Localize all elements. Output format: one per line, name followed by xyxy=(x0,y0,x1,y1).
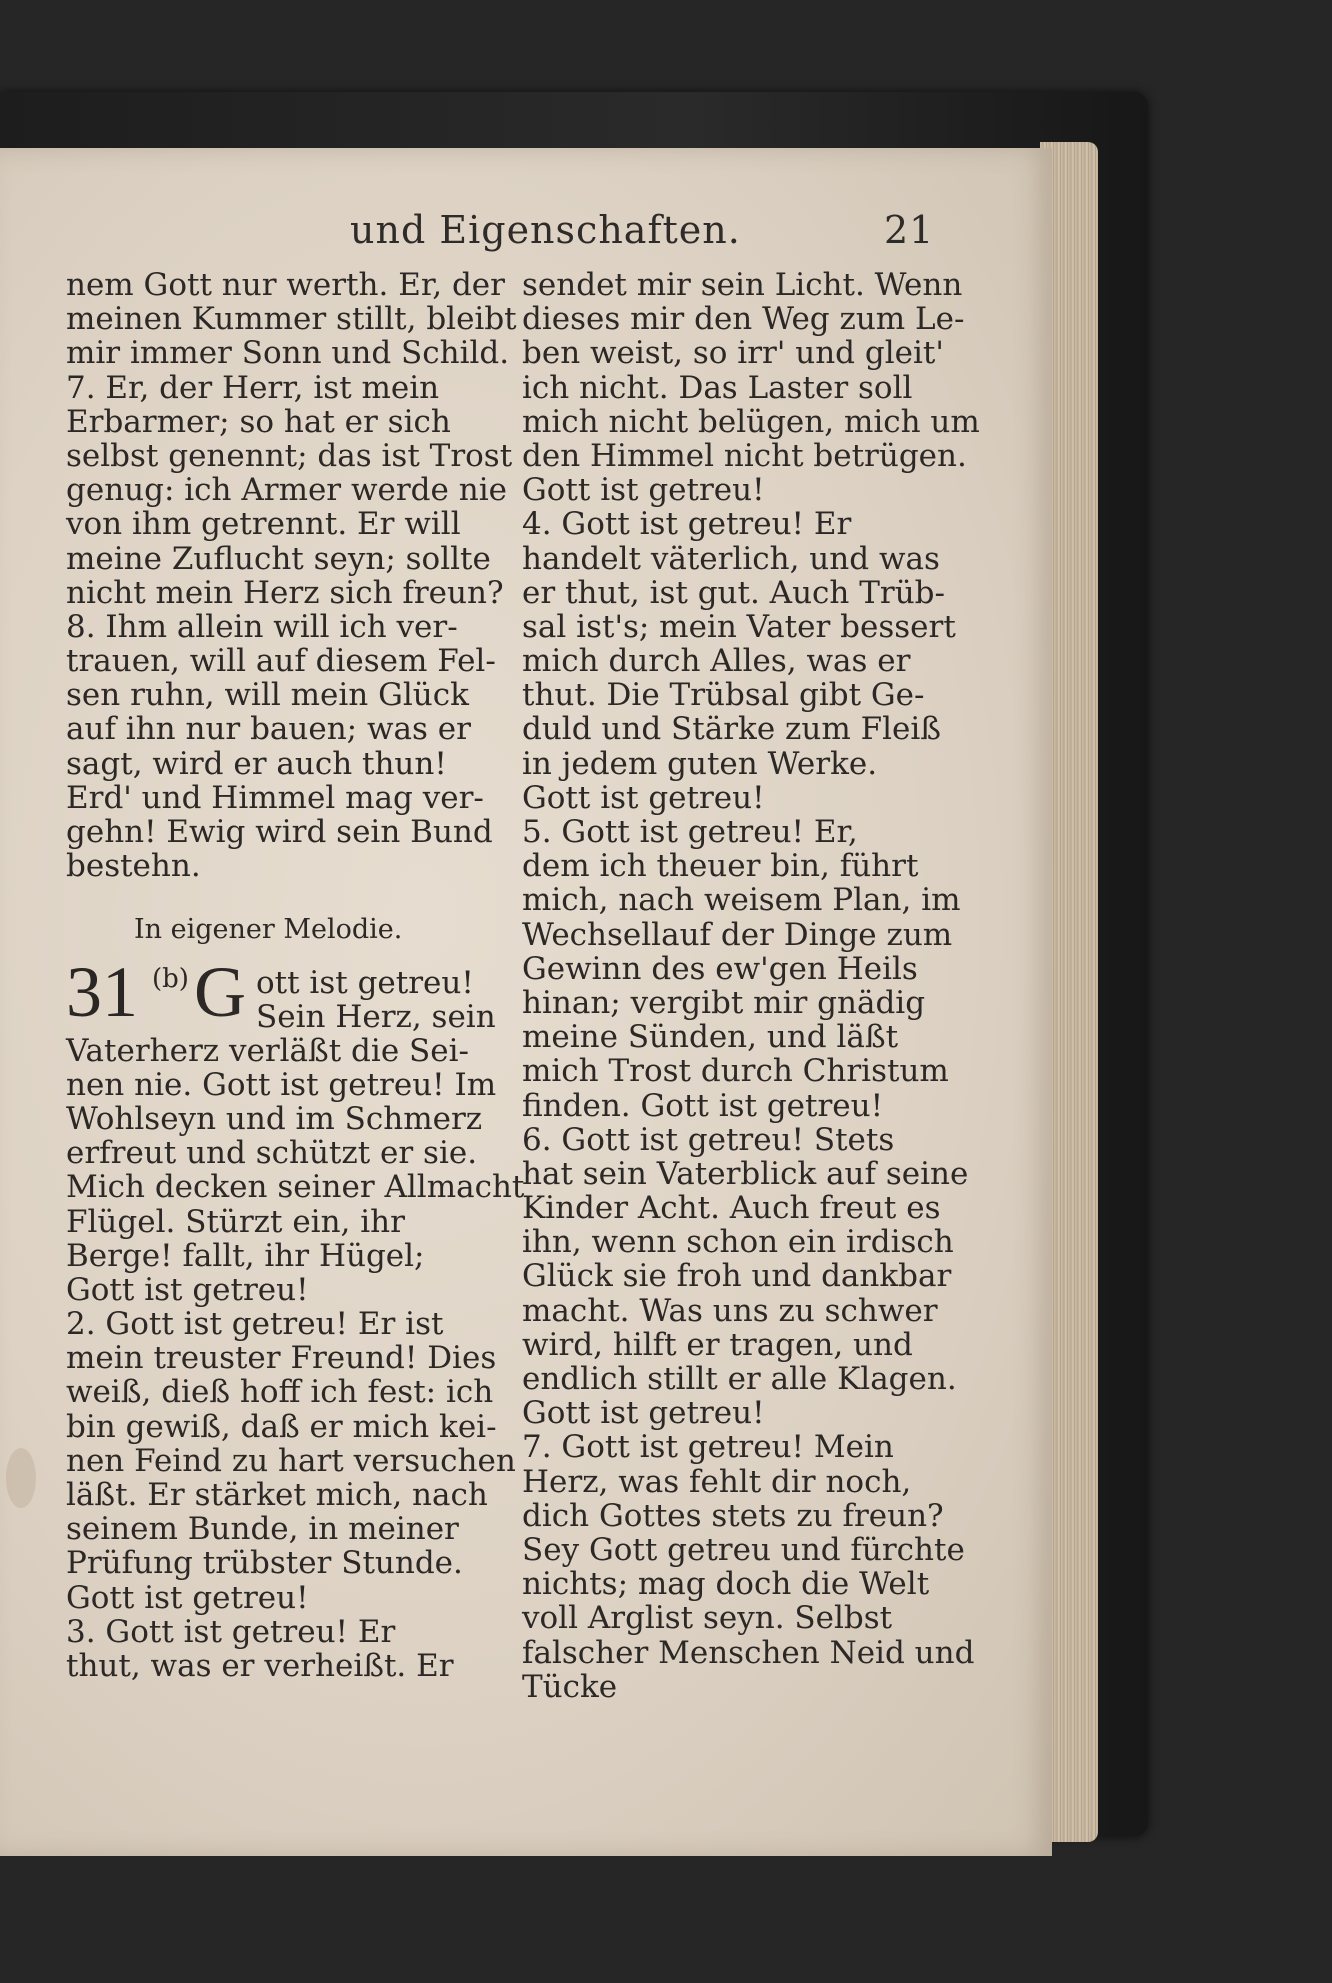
left-column xyxy=(66,267,525,1684)
text-line: hat sein Vaterblick auf seine xyxy=(522,1155,969,1192)
text-line: Kinder Acht. Auch freut es xyxy=(522,1190,941,1227)
hymn-heading xyxy=(66,951,496,1035)
melody-label: In eigener Melodie. xyxy=(134,914,403,946)
text-line: Glück sie froh und dankbar xyxy=(522,1258,952,1295)
text-line: Herz, was fehlt dir noch, xyxy=(522,1463,912,1500)
text-line: seinem Bunde, in meiner xyxy=(66,1511,459,1548)
text-line: genug: ich Armer werde nie xyxy=(66,472,507,509)
text-line: voll Arglist seyn. Selbst xyxy=(522,1600,893,1637)
text-line: 2. Gott ist getreu! Er ist xyxy=(66,1306,444,1343)
text-line: mir immer Sonn und Schild. xyxy=(66,335,510,372)
text-line: sendet mir sein Licht. Wenn xyxy=(522,267,963,303)
text-line: thut. Die Trübsal gibt Ge- xyxy=(522,677,925,714)
text-line: meine Zuflucht seyn; sollte xyxy=(66,540,491,577)
text-line: Gott ist getreu! xyxy=(522,1395,765,1432)
page-header xyxy=(0,208,1052,258)
text-line: in jedem guten Werke. xyxy=(522,745,878,782)
text-line: Berge! fallt, ihr Hügel; xyxy=(66,1237,425,1274)
running-title: und Eigenschaften. xyxy=(350,208,741,252)
text-line: auf ihn nur bauen; was er xyxy=(66,711,471,748)
text-line: ihn, wenn schon ein irdisch xyxy=(522,1224,954,1261)
book-page xyxy=(0,148,1052,1856)
text-line: Mich decken seiner Allmacht xyxy=(66,1169,525,1206)
text-line: 3. Gott ist getreu! Er xyxy=(66,1613,396,1650)
text-line: mich nicht belügen, mich um xyxy=(522,403,980,440)
text-line: nen nie. Gott ist getreu! Im xyxy=(66,1066,497,1103)
text-line: endlich stillt er alle Klagen. xyxy=(522,1361,957,1397)
right-column xyxy=(522,267,980,1705)
text-line: nichts; mag doch die Welt xyxy=(522,1566,930,1603)
text-line: 7. Er, der Herr, ist mein xyxy=(66,369,440,406)
right-text-block xyxy=(522,267,980,1705)
text-line: thut, was er verheißt. Er xyxy=(66,1647,454,1684)
text-line: erfreut und schützt er sie. xyxy=(66,1135,478,1172)
text-line: Gott ist getreu! xyxy=(66,1579,309,1616)
text-line: sen ruhn, will mein Glück xyxy=(66,677,469,714)
text-line: Flügel. Stürzt ein, ihr xyxy=(66,1203,405,1240)
text-line: läßt. Er stärket mich, nach xyxy=(66,1477,488,1514)
text-line: wird, hilft er tragen, und xyxy=(522,1326,913,1363)
text-line: Wohlseyn und im Schmerz xyxy=(66,1100,483,1137)
text-line: nem Gott nur werth. Er, der xyxy=(66,267,505,303)
text-line: finden. Gott ist getreu! xyxy=(522,1087,884,1124)
text-line: Vaterherz verläßt die Sei- xyxy=(66,1032,469,1069)
text-line: duld und Stärke zum Fleiß xyxy=(522,711,941,748)
text-line: ben weist, so irr' und gleit' xyxy=(522,335,944,372)
text-line: Gott ist getreu! xyxy=(522,472,765,509)
text-line: 4. Gott ist getreu! Er xyxy=(522,506,852,543)
text-line: 7. Gott ist getreu! Mein xyxy=(522,1429,894,1466)
text-line: meine Sünden, und läßt xyxy=(522,1019,899,1056)
text-line: Wechsellauf der Dinge zum xyxy=(522,916,953,953)
text-line: weiß, dieß hoff ich fest: ich xyxy=(66,1374,494,1411)
text-line: mich Trost durch Christum xyxy=(522,1053,949,1090)
text-line: Tücke xyxy=(522,1668,618,1705)
page-number: 21 xyxy=(884,208,935,252)
text-line: gehn! Ewig wird sein Bund xyxy=(66,814,493,850)
text-line: nicht mein Herz sich freun? xyxy=(66,574,504,611)
text-line: sagt, wird er auch thun! xyxy=(66,745,447,782)
stain xyxy=(6,1448,36,1508)
text-line: Prüfung trübster Stunde. xyxy=(66,1545,463,1582)
text-line: dich Gottes stets zu freun? xyxy=(522,1497,944,1534)
text-line: hinan; vergibt mir gnädig xyxy=(522,984,926,1021)
text-line: er thut, ist gut. Auch Trüb- xyxy=(522,574,945,611)
hymn-variant: (b) xyxy=(152,963,189,994)
text-line: nen Feind zu hart versuchen xyxy=(66,1442,516,1479)
hymn-number: 31 xyxy=(66,951,138,1032)
text-line: sal ist's; mein Vater bessert xyxy=(522,608,956,645)
text-line: den Himmel nicht betrügen. xyxy=(522,437,967,474)
text-line: trauen, will auf diesem Fel- xyxy=(66,643,496,680)
text-line: von ihm getrennt. Er will xyxy=(66,506,461,543)
text-line: bestehn. xyxy=(66,848,201,885)
text-line: ich nicht. Das Laster soll xyxy=(522,369,913,406)
text-line: mich durch Alles, was er xyxy=(522,643,911,680)
text-line: mein treuster Freund! Dies xyxy=(66,1340,497,1377)
text-line: dem ich theuer bin, führt xyxy=(522,848,919,885)
text-line: bin gewiß, daß er mich kei- xyxy=(66,1408,497,1445)
left-text-block-2 xyxy=(66,1032,525,1684)
text-line: Erbarmer; so hat er sich xyxy=(66,403,451,440)
text-line: 6. Gott ist getreu! Stets xyxy=(522,1121,895,1158)
hymn-first-line: ott ist getreu! xyxy=(256,964,474,1001)
left-text-block xyxy=(66,267,517,885)
text-line: selbst genennt; das ist Trost xyxy=(66,437,513,474)
drop-capital: G xyxy=(194,951,246,1032)
text-line: dieses mir den Weg zum Le- xyxy=(522,301,965,338)
text-line: Gott ist getreu! xyxy=(522,779,765,816)
text-line: meinen Kummer stillt, bleibt xyxy=(66,301,517,338)
text-line: Sey Gott getreu und fürchte xyxy=(522,1531,965,1568)
text-line: Erd' und Himmel mag ver- xyxy=(66,779,484,816)
text-line: mich, nach weisem Plan, im xyxy=(522,882,961,919)
text-line: 5. Gott ist getreu! Er, xyxy=(522,814,858,850)
hymn-second-line: Sein Herz, sein xyxy=(256,998,496,1035)
text-line: macht. Was uns zu schwer xyxy=(522,1292,938,1329)
text-line: Gott ist getreu! xyxy=(66,1271,309,1308)
text-line: handelt väterlich, und was xyxy=(522,540,940,577)
text-line: Gewinn des ew'gen Heils xyxy=(522,950,918,987)
text-line: 8. Ihm allein will ich ver- xyxy=(66,608,458,645)
text-line: falscher Menschen Neid und xyxy=(522,1634,975,1671)
